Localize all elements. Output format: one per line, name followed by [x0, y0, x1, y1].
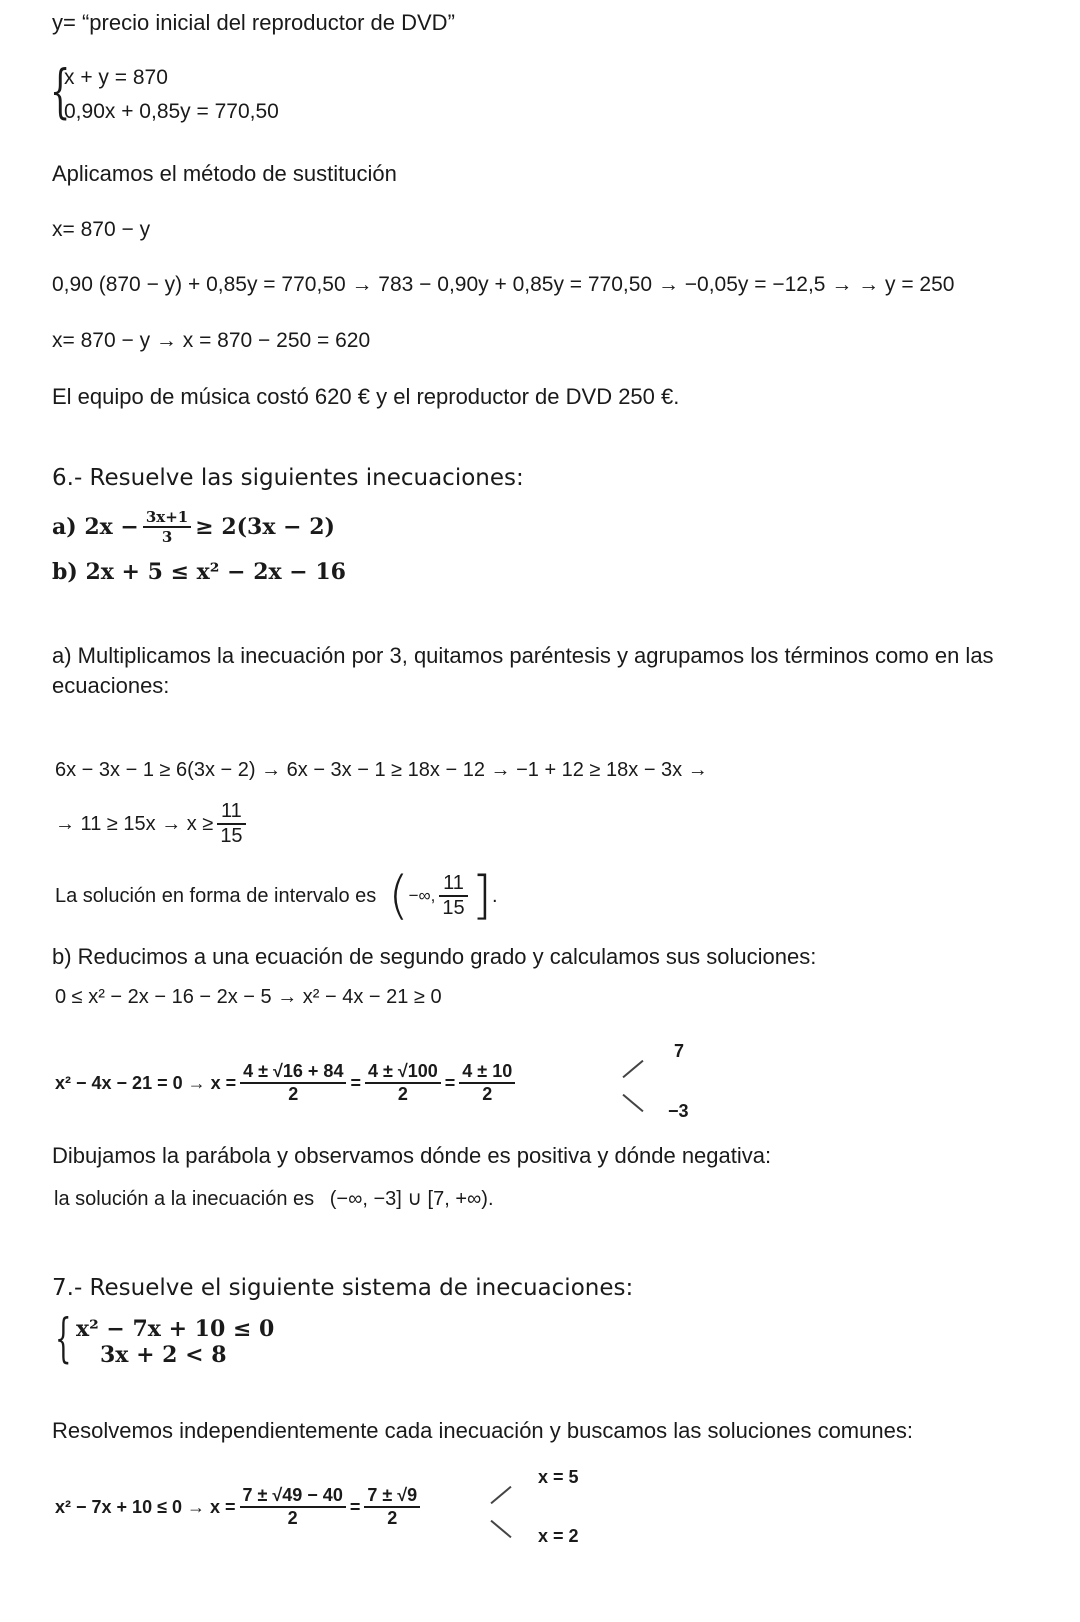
numerator: 7 ± √49 − 40	[240, 1485, 346, 1508]
paragraph: Resolvemos independientemente cada inecuación y buscamos las soluciones comunes:	[52, 1418, 913, 1443]
section-heading: 7.- Resuelve el siguiente sistema de inecuaciones:	[52, 1275, 634, 1301]
math-text: .	[491, 884, 498, 907]
math-text: −∞,	[408, 886, 436, 905]
section-heading: 6.- Resuelve las siguientes inecuaciones:	[52, 465, 524, 491]
text: la solución a la inecuación es	[54, 1188, 315, 1210]
denominator: 15	[442, 897, 465, 919]
denominator: 2	[288, 1084, 299, 1104]
denominator: 15	[220, 825, 243, 847]
text-line: y= “precio inicial del reproductor de DVD”	[52, 10, 455, 35]
bracket: (	[388, 866, 409, 926]
math-line: x= 870 − y → x = 870 − 250 = 620	[52, 329, 371, 352]
branch-line	[622, 1094, 643, 1112]
math-text: =	[349, 1496, 361, 1517]
branch-line	[490, 1520, 511, 1538]
math-line	[55, 796, 250, 852]
system-inequality: x² − 7x + 10 ≤ 0	[76, 1316, 275, 1342]
branch-line	[490, 1486, 511, 1504]
quadratic-solution	[55, 1050, 519, 1116]
text-line: Aplicamos el método de sustitución	[52, 161, 397, 186]
fraction	[143, 508, 191, 546]
paragraph: b) Reducimos a una ecuación de segundo grado y calculamos sus soluciones:	[52, 944, 817, 969]
system-brace: {	[50, 57, 71, 125]
root-value: −3	[668, 1101, 689, 1121]
math-text: =	[444, 1072, 456, 1093]
root-value: x = 2	[538, 1526, 579, 1546]
interval-solution	[55, 866, 498, 926]
numerator: 4 ± √16 + 84	[240, 1061, 346, 1084]
denominator: 2	[397, 1084, 408, 1104]
system-inequality: 3x + 2 < 8	[100, 1342, 227, 1368]
bracket: ]	[471, 866, 492, 926]
exercise-6a	[52, 505, 335, 549]
math-line: 0 ≤ x² − 2x − 16 − 2x − 5 → x² − 4x − 21 ≥ 0	[55, 986, 442, 1008]
system-equation: 0,90x + 0,85y = 770,50	[64, 100, 279, 123]
fraction	[439, 872, 467, 920]
fraction	[365, 1061, 441, 1105]
numerator: 3x+1	[143, 508, 191, 528]
fraction	[217, 800, 245, 848]
denominator: 3	[161, 528, 173, 546]
fraction	[364, 1485, 420, 1529]
text: La solución en forma de intervalo es	[55, 884, 377, 907]
math-text: (−∞, −3] ∪ [7, +∞).	[329, 1188, 494, 1210]
paragraph: Dibujamos la parábola y observamos dónde es positiva y dónde negativa:	[52, 1143, 772, 1168]
math-text: x² − 4x − 21 = 0 → x =	[55, 1072, 237, 1093]
math-text: x² − 7x + 10 ≤ 0 → x =	[55, 1496, 236, 1517]
answer-line: El equipo de música costó 620 € y el reproductor de DVD 250 €.	[52, 384, 680, 409]
denominator: 2	[287, 1508, 298, 1528]
math-text: → 11 ≥ 15x → x ≥	[55, 812, 214, 835]
interval-solution	[54, 1186, 494, 1211]
quadratic-solution	[55, 1474, 424, 1540]
paragraph: a) Multiplicamos la inecuación por 3, quitamos paréntesis y agrupamos los términos como en las ecuaciones:	[52, 643, 994, 698]
math-line: 6x − 3x − 1 ≥ 6(3x − 2) → 6x − 3x − 1 ≥ 18x − 12 → −1 + 12 ≥ 18x − 3x →	[55, 759, 708, 781]
numerator: 4 ± 10	[459, 1061, 515, 1084]
denominator: 2	[482, 1084, 493, 1104]
exercise-6b: b) 2x + 5 ≤ x² − 2x − 16	[52, 559, 346, 585]
math-text: =	[350, 1072, 361, 1093]
numerator: 4 ± √100	[365, 1061, 441, 1084]
math-line: x= 870 − y	[52, 218, 151, 241]
fraction	[240, 1485, 346, 1529]
system-equation: x + y = 870	[64, 66, 168, 89]
numerator: 11	[439, 872, 467, 897]
branch-line	[622, 1060, 643, 1078]
numerator: 11	[217, 800, 245, 825]
fraction	[459, 1061, 515, 1105]
math-line: 0,90 (870 − y) + 0,85y = 770,50 → 783 − 0,90y + 0,85y = 770,50 → −0,05y = −12,5 → → y = 250	[52, 273, 955, 296]
fraction	[240, 1061, 346, 1105]
denominator: 2	[387, 1508, 398, 1528]
root-value: x = 5	[538, 1467, 579, 1487]
system-brace: {	[55, 1309, 72, 1369]
exercise-text: a) 2x −	[52, 514, 139, 540]
exercise-text: ≥ 2(3x − 2)	[195, 514, 335, 540]
root-value: 7	[674, 1041, 685, 1061]
numerator: 7 ± √9	[364, 1485, 420, 1508]
